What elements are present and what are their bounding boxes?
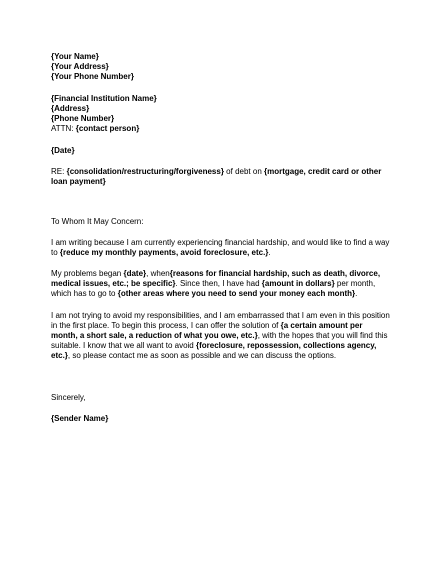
recipient-block	[51, 94, 391, 134]
para2-text: My problems began	[51, 269, 124, 278]
para3-text: I am not trying to avoid my responsibilities, and I am embarrassed that I am even in this position in the first place. To begin this process, I can offer the solution of	[51, 311, 390, 330]
attn-contact: {contact person}	[75, 124, 140, 133]
subject-connector: of debt on	[223, 167, 264, 176]
salutation	[51, 217, 391, 227]
letter-date: {Date}	[51, 146, 75, 155]
subject-type: {consolidation/restructuring/forgiveness}	[66, 167, 224, 176]
sender-block	[51, 52, 391, 82]
sender-phone: {Your Phone Number}	[51, 72, 134, 81]
sender-name: {Your Name}	[51, 52, 99, 61]
paragraph-2	[51, 269, 391, 299]
re-label: RE:	[51, 167, 65, 176]
para2-text-3: . Since then, I have had	[175, 279, 262, 288]
closing-text: Sincerely,	[51, 393, 86, 402]
signature-block	[51, 414, 391, 424]
para3-avoid-placeholder: {foreclosure, repossession, collections agency, etc.}	[51, 341, 377, 360]
para3-solution-placeholder: {a certain amount per month, a short sale, a reduction of what you owe, etc.}	[51, 321, 363, 340]
para3-end: , so please contact me as soon as possible and we can discuss the options.	[67, 351, 337, 360]
subject-line	[51, 167, 391, 187]
sender-address: {Your Address}	[51, 62, 109, 71]
closing	[51, 393, 391, 403]
para2-areas-placeholder: {other areas where you need to send your money each month}	[117, 289, 356, 298]
sender-signature-name: {Sender Name}	[51, 414, 109, 423]
para3-text-2: , with the hopes that you will find this suitable. I know that we all want to avoid	[51, 331, 388, 350]
salutation-text: To Whom It May Concern:	[51, 217, 144, 226]
para2-reasons-placeholder: {reasons for financial hardship, such as death, divorce, medical issues, etc.; be specific}	[51, 269, 381, 288]
subject-debt: {mortgage, credit card or other loan payment}	[51, 167, 382, 186]
para1-end: .	[268, 248, 271, 257]
recipient-address: {Address}	[51, 104, 90, 113]
para2-amount-placeholder: {amount in dollars}	[261, 279, 335, 288]
attn-label: ATTN:	[51, 124, 74, 133]
recipient-phone: {Phone Number}	[51, 114, 115, 123]
recipient-institution: {Financial Institution Name}	[51, 94, 157, 103]
para1-placeholder: {reduce my monthly payments, avoid foreclosure, etc.}	[59, 248, 269, 257]
paragraph-3	[51, 311, 391, 361]
paragraph-1	[51, 238, 391, 258]
para1-text: I am writing because I am currently experiencing financial hardship, and would like to find a way to	[51, 238, 390, 257]
date-block	[51, 146, 391, 156]
para2-end: .	[355, 289, 358, 298]
para2-text-4: per month, which has to go to	[51, 279, 376, 298]
para2-text-2: , when	[146, 269, 170, 278]
para2-date-placeholder: {date}	[123, 269, 147, 278]
attn-line	[51, 124, 391, 134]
